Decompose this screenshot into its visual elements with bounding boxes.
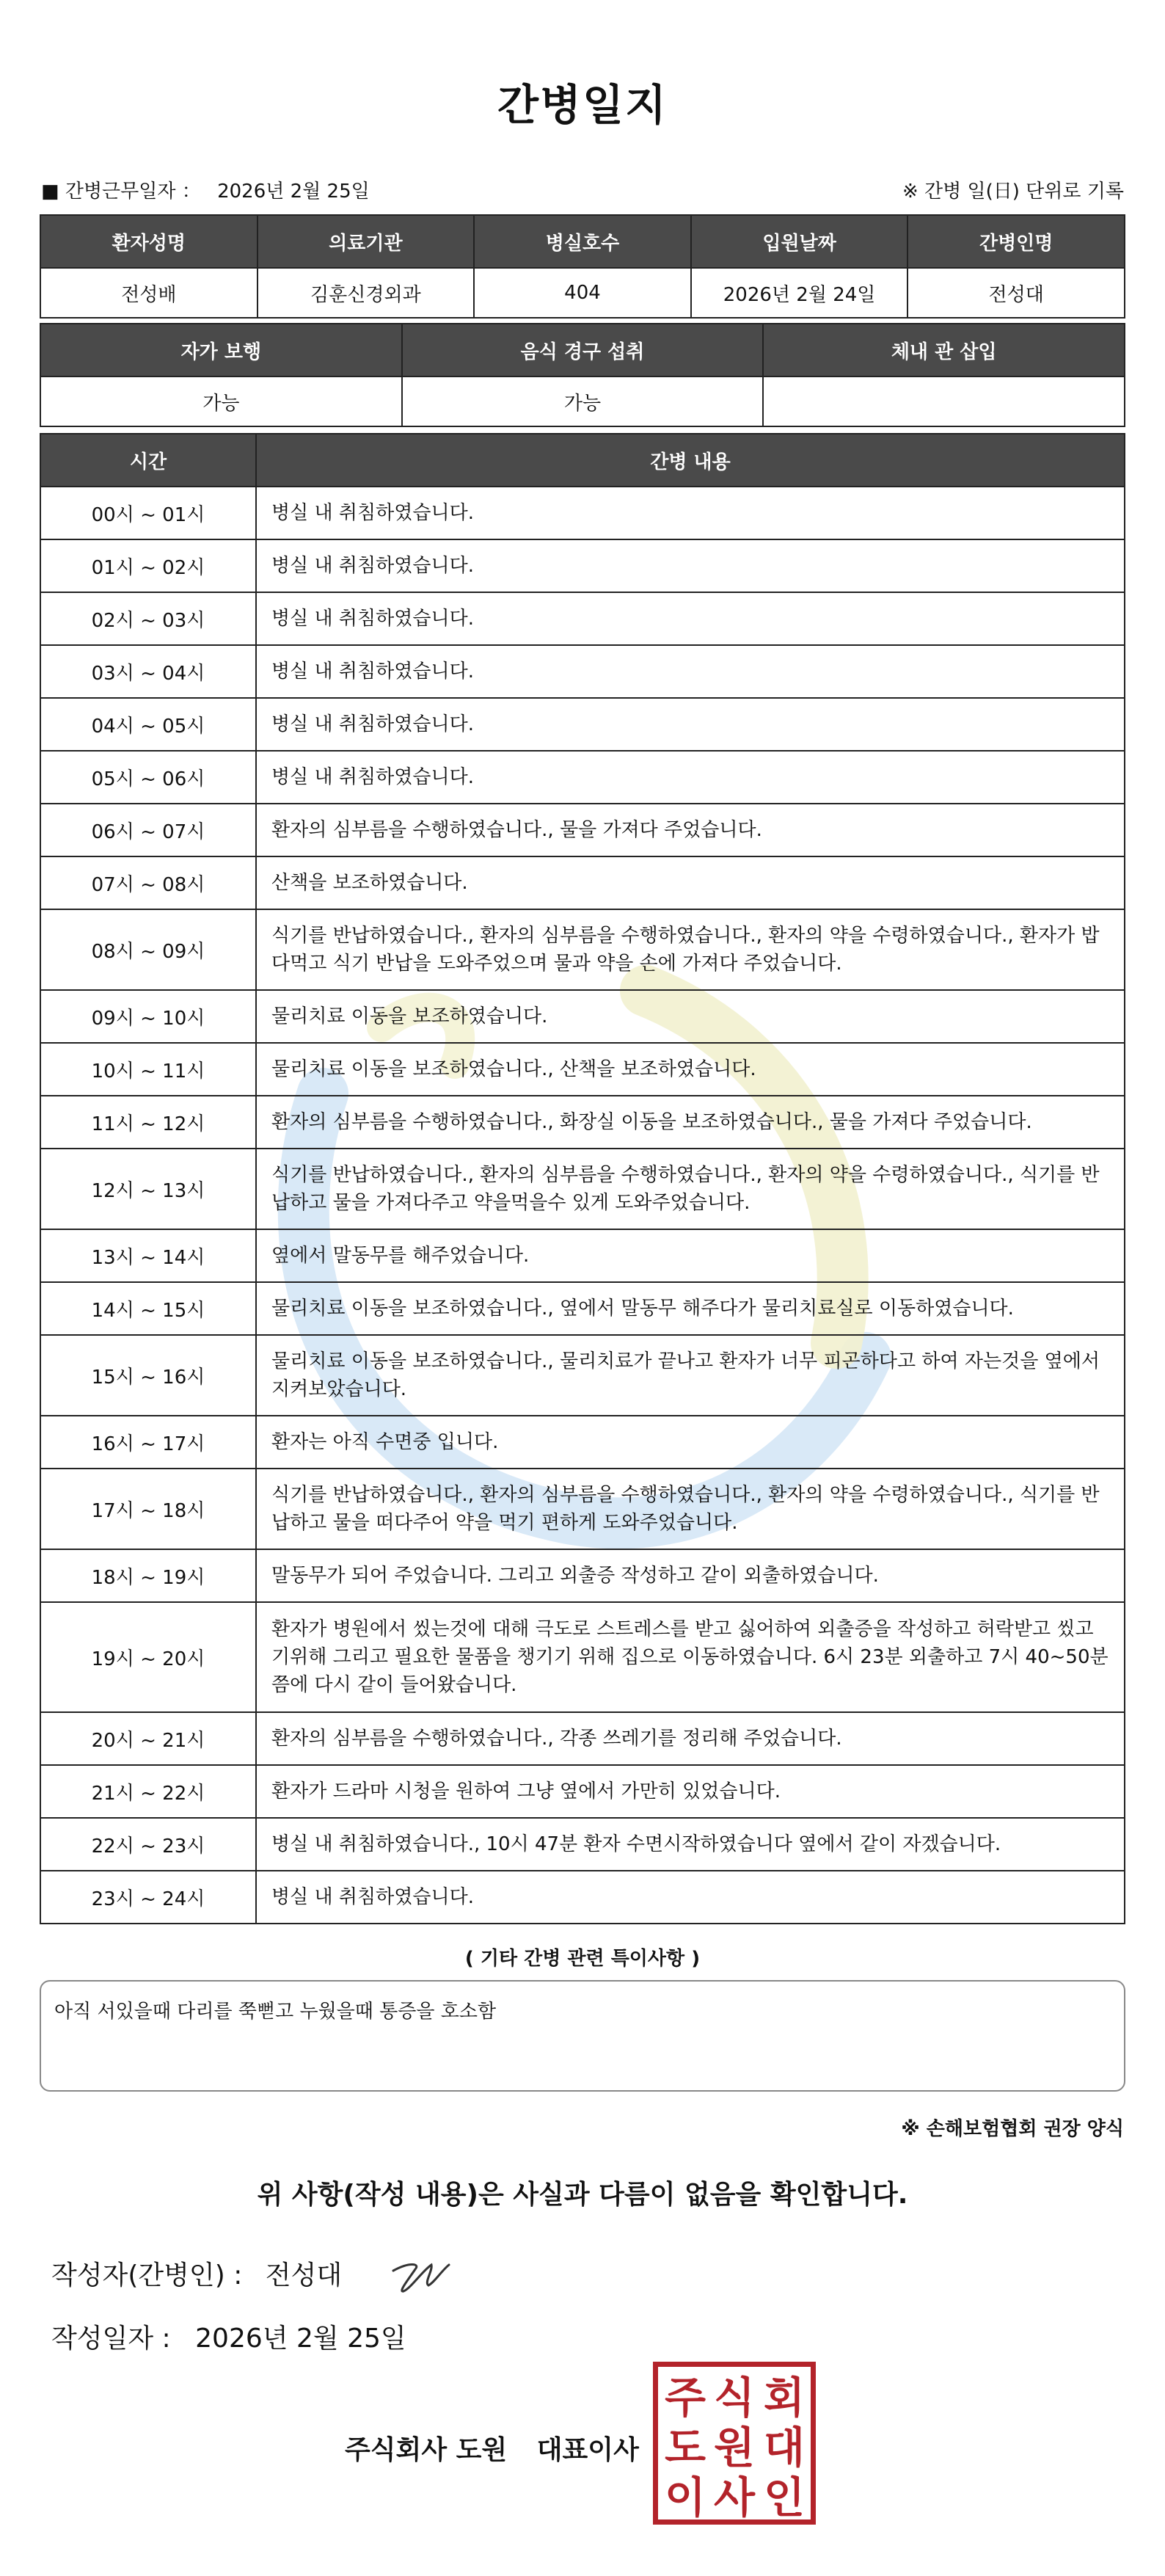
table-row (40, 539, 1125, 592)
room-number: 404 (474, 268, 691, 318)
time-slot: 03시 ~ 04시 (40, 645, 256, 698)
walking-status: 가능 (40, 376, 402, 426)
header-walking: 자가 보행 (40, 324, 402, 376)
time-slot: 04시 ~ 05시 (40, 698, 256, 751)
notes-box (40, 1980, 1125, 2092)
recommend-note: ※ 손해보험협회 권장 양식 (901, 2118, 1124, 2140)
admission-date: 2026년 2월 24일 (691, 268, 908, 318)
care-content: 병실 내 취침하였습니다. (256, 645, 1125, 698)
care-content: 병실 내 취침하였습니다. (256, 487, 1125, 539)
time-slot: 17시 ~ 18시 (40, 1469, 256, 1549)
table-row (40, 1096, 1125, 1149)
svg-text:인: 인 (763, 2473, 806, 2519)
time-slot: 22시 ~ 23시 (40, 1818, 256, 1871)
care-content: 물리치료 이동을 보조하였습니다., 옆에서 말동무 해주다가 물리치료실로 이동하였습니다. (256, 1282, 1125, 1335)
svg-text:주: 주 (664, 2373, 706, 2423)
time-slot: 02시 ~ 03시 (40, 592, 256, 645)
writer-name: 전성대 (265, 2260, 343, 2291)
header-patient-name: 환자성명 (40, 215, 258, 268)
time-slot: 13시 ~ 14시 (40, 1229, 256, 1282)
patient-status-table (40, 323, 1125, 427)
care-content: 환자의 심부름을 수행하였습니다., 화장실 이동을 보조하였습니다., 물을 가져다 주었습니다. (256, 1096, 1125, 1149)
care-content: 병실 내 취침하였습니다. (256, 698, 1125, 751)
care-content: 식기를 반납하였습니다., 환자의 심부름을 수행하였습니다., 환자의 약을 수령하였습니다., 환자가 밥다먹고 식기 반납을 도와주었으며 물과 약을 손에 가져다 주었습니다. (256, 909, 1125, 990)
time-slot: 23시 ~ 24시 (40, 1871, 256, 1924)
header-tube-insertion: 체내 관 삽입 (763, 324, 1125, 376)
table-row (40, 592, 1125, 645)
time-slot: 19시 ~ 20시 (40, 1602, 256, 1712)
care-content: 물리치료 이동을 보조하였습니다. (256, 990, 1125, 1043)
writer-row (51, 2255, 357, 2292)
svg-text:도: 도 (664, 2423, 706, 2473)
table-row (40, 751, 1125, 804)
care-content: 병실 내 취침하였습니다., 10시 47분 환자 수면시작하였습니다 옆에서 같이 자겠습니다. (256, 1818, 1125, 1871)
table-row (40, 856, 1125, 909)
care-content: 병실 내 취침하였습니다. (256, 1871, 1125, 1924)
confirm-statement: 위 사항(작성 내용)은 사실과 다름이 없음을 확인합니다. (257, 2180, 908, 2210)
hospital-name: 김훈신경외과 (258, 268, 475, 318)
unit-note: ※ 간병 일(日) 단위로 기록 (902, 181, 1124, 203)
patient-name: 전성배 (40, 268, 258, 318)
log-header-row (40, 434, 1125, 487)
table-row (40, 1765, 1125, 1818)
time-slot: 01시 ~ 02시 (40, 539, 256, 592)
care-content: 물리치료 이동을 보조하였습니다., 물리치료가 끝나고 환자가 너무 피곤하다고 하여 자는것을 옆에서 지켜보았습니다. (256, 1335, 1125, 1416)
time-slot: 16시 ~ 17시 (40, 1416, 256, 1469)
table-row (40, 1549, 1125, 1602)
care-content: 말동무가 되어 주었습니다. 그리고 외출증 작성하고 같이 외출하였습니다. (256, 1549, 1125, 1602)
written-date-value: 2026년 2월 25일 (195, 2324, 406, 2354)
company-role: 대표이사 (536, 2435, 639, 2465)
care-content: 병실 내 취침하였습니다. (256, 592, 1125, 645)
caregiver-name: 전성대 (907, 268, 1125, 318)
table-row (40, 1871, 1125, 1924)
time-slot: 08시 ~ 09시 (40, 909, 256, 990)
table-row (40, 990, 1125, 1043)
svg-text:이: 이 (664, 2473, 706, 2519)
table-row (40, 1335, 1125, 1416)
status-value-row (40, 376, 1125, 426)
header-admission-date: 입원날짜 (691, 215, 908, 268)
table-row (40, 698, 1125, 751)
svg-text:사: 사 (713, 2473, 756, 2519)
work-date-value: 2026년 2월 25일 (217, 181, 370, 203)
header-room: 병실호수 (474, 215, 691, 268)
table-row (40, 804, 1125, 856)
time-slot: 11시 ~ 12시 (40, 1096, 256, 1149)
patient-header-row (40, 215, 1125, 268)
care-content: 산책을 보조하였습니다. (256, 856, 1125, 909)
table-row (40, 1818, 1125, 1871)
page-title: 간병일지 (497, 80, 668, 130)
written-date-label: 작성일자 : (51, 2324, 171, 2354)
care-content: 물리치료 이동을 보조하였습니다., 산책을 보조하였습니다. (256, 1043, 1125, 1096)
care-content: 환자는 아직 수면중 입니다. (256, 1416, 1125, 1469)
care-content: 환자가 병원에서 씼는것에 대해 극도로 스트레스를 받고 싫어하여 외출증을 작성하고 허락받고 씼고 기위해 그리고 필요한 물품을 챙기기 위해 집으로 이동하였습니다. 6시 23분 외출하고 7시 40~50분쯤에 다시 같이 들어왔습니다. (256, 1602, 1125, 1712)
signature-image (387, 2249, 453, 2300)
table-row (40, 1282, 1125, 1335)
notes-title: ( 기타 간병 관련 특이사항 ) (464, 1948, 701, 1970)
care-content: 병실 내 취침하였습니다. (256, 539, 1125, 592)
patient-info-table (40, 214, 1125, 319)
time-slot: 00시 ~ 01시 (40, 487, 256, 539)
tube-insertion-status (763, 376, 1125, 426)
work-date (41, 176, 370, 203)
care-content: 식기를 반납하였습니다., 환자의 심부름을 수행하였습니다., 환자의 약을 수령하였습니다., 식기를 반납하고 물을 떠다주어 약을 먹기 편하게 도와주었습니다. (256, 1469, 1125, 1549)
table-row (40, 1149, 1125, 1229)
time-slot: 10시 ~ 11시 (40, 1043, 256, 1096)
care-content: 식기를 반납하였습니다., 환자의 심부름을 수행하였습니다., 환자의 약을 수령하였습니다., 식기를 반납하고 물을 가져다주고 약을먹을수 있게 도와주었습니다. (256, 1149, 1125, 1229)
time-slot: 20시 ~ 21시 (40, 1712, 256, 1765)
care-content: 환자가 드라마 시청을 원하여 그냥 옆에서 가만히 있었습니다. (256, 1765, 1125, 1818)
time-slot: 21시 ~ 22시 (40, 1765, 256, 1818)
time-slot: 15시 ~ 16시 (40, 1335, 256, 1416)
company-seal-stamp (653, 2362, 816, 2525)
seal-glyphs (658, 2367, 811, 2519)
time-slot: 14시 ~ 15시 (40, 1282, 256, 1335)
header-time: 시간 (40, 434, 256, 487)
svg-text:원: 원 (713, 2423, 756, 2473)
table-row (40, 1229, 1125, 1282)
table-row (40, 1602, 1125, 1712)
time-slot: 05시 ~ 06시 (40, 751, 256, 804)
written-date-row (51, 2318, 423, 2355)
care-log-table (40, 433, 1125, 1924)
table-row (40, 645, 1125, 698)
work-date-label: ■ 간병근무일자 ： (41, 181, 201, 203)
writer-label: 작성자(간병인) : (51, 2260, 243, 2291)
table-row (40, 1712, 1125, 1765)
time-slot: 12시 ~ 13시 (40, 1149, 256, 1229)
table-row (40, 487, 1125, 539)
time-slot: 09시 ~ 10시 (40, 990, 256, 1043)
time-slot: 18시 ~ 19시 (40, 1549, 256, 1602)
table-row (40, 909, 1125, 990)
svg-text:대: 대 (763, 2423, 806, 2473)
status-header-row (40, 324, 1125, 376)
header-care-content: 간병 내용 (256, 434, 1125, 487)
header-oral-intake: 음식 경구 섭취 (402, 324, 764, 376)
table-row (40, 1416, 1125, 1469)
care-content: 옆에서 말동무를 해주었습니다. (256, 1229, 1125, 1282)
table-row (40, 1469, 1125, 1549)
header-hospital: 의료기관 (258, 215, 475, 268)
notes-text: 아직 서있을때 다리를 쭉뻗고 누웠을때 통증을 호소함 (54, 2001, 497, 2023)
company-name: 주식회사 도원 (345, 2435, 508, 2465)
svg-text:회: 회 (763, 2373, 806, 2423)
header-caregiver: 간병인명 (907, 215, 1125, 268)
oral-intake-status: 가능 (402, 376, 764, 426)
svg-text:식: 식 (713, 2373, 756, 2423)
table-row (40, 1043, 1125, 1096)
care-content: 병실 내 취침하였습니다. (256, 751, 1125, 804)
time-slot: 07시 ~ 08시 (40, 856, 256, 909)
care-content: 환자의 심부름을 수행하였습니다., 각종 쓰레기를 정리해 주었습니다. (256, 1712, 1125, 1765)
time-slot: 06시 ~ 07시 (40, 804, 256, 856)
patient-value-row (40, 268, 1125, 318)
company-line (345, 2429, 639, 2467)
care-content: 환자의 심부름을 수행하였습니다., 물을 가져다 주었습니다. (256, 804, 1125, 856)
